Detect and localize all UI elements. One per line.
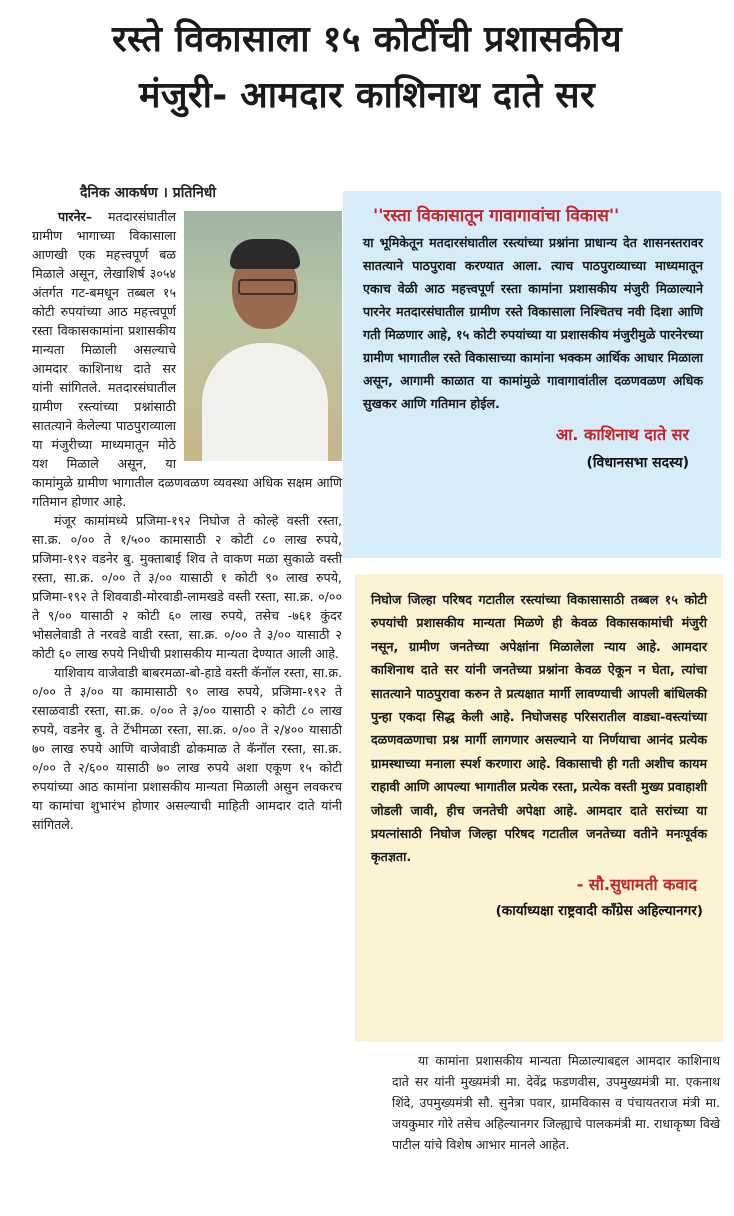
- statement-signature-role: (कार्याध्यक्षा राष्ट्रवादी काँग्रेस अहिल्यानगर): [495, 903, 703, 920]
- statement-body: निघोज जिल्हा परिषद गटातील रस्त्यांच्या विकासासाठी तब्बल १५ कोटी रुपयांची प्रशासकीय मान्यता मिळणे ही केवळ विकासकामांची मंजुरी नसून, ग्रामीण जनतेच्या अपेक्षांना मिळालेला न्याय आहे. आमदार काशिनाथ दाते सर यांनी जनतेच्या प्रश्नांना केवळ ऐकून न घेता, त्यांचा सातत्याने पाठपुरावा करुन ते प्रत्यक्षात मार्गी लावण्याची आपली बांधिलकी पुन्हा एकदा सिद्ध केली आहे. निघोजसह परिसरातील वाड्या-वस्त्यांच्या दळणवळणाचा प्रश्न मार्गी लागणार असल्याने या निर्णयाचा आनंद प्रत्येक ग्रामस्थाच्या मनाला स्पर्श करणारा आहे. विकासाची ही गती अशीच कायम राहावी आणि आपल्या भागातील प्रत्येक रस्ता, प्रत्येक वस्ती मुख्य प्रवाहाशी जोडली जावी, हीच जनतेची अपेक्षा आहे. आमदार दाते सरांच्या या प्रयत्नांसाठी निघोज जिल्हा परिषद गटातील जनतेच्या वतीने मनःपूर्वक कृतज्ञता.: [371, 592, 707, 865]
- quote-box-kawad: [355, 574, 723, 1042]
- headline-line-1: रस्ते विकासाला १५ कोटींची प्रशासकीय: [112, 19, 622, 60]
- left-column: [32, 207, 342, 834]
- quote-box-mla: [343, 191, 721, 558]
- article-paragraph-3: याशिवाय वाजेवाडी बाबरमळा-बो-हाडे वस्ती कॅनॉल रस्ता, सा.क्र. ०/०० ते ३/०० या कामासाठी ९० लाख रुपये, प्रजिमा-१९२ ते रसाळवाडी रस्ता, सा.क्र. ०/०० ते ३/०० यासाठी २ कोटी ८० लाख रुपये, वडनेर बु. ते टेंभीमळा रस्ता, सा.क्र. ०/०० ते २/४०० यासाठी ७० लाख रुपये आणि वाजेवाडी ढोकमाळ ते कॅनॉल रस्ता, सा.क्र. ०/०० ते २/६०० यासाठी ७० लाख रुपये अशा एकूण १५ कोटी रुपयांच्या आठ कामांना प्रशासकीय मान्यता मिळाली असुन लवकरच या कामांचा शुभारंभ होणार असल्याची माहिती आमदार दाते यांनी सांगितले.: [32, 665, 342, 832]
- photo-hair: [230, 239, 300, 269]
- headline-line-2: मंजुरी- आमदार काशिनाथ दाते सर: [139, 75, 595, 116]
- thanks-text: या कामांना प्रशासकीय मान्यता मिळाल्याबद्दल आमदार काशिनाथ दाते सर यांनी मुख्यमंत्री मा. देवेंद्र फडणवीस, उपमुख्यमंत्री मा. एकनाथ शिंदे, उपमुख्यमंत्री सौ. सुनेत्रा पवार, ग्रामविकास व पंचायतराज मंत्री मा. जयकुमार गोरे तसेच अहिल्यानगर जिल्ह्याचे पालकमंत्री मा. राधाकृष्ण विखे पाटील यांचे विशेष आभार मानले आहेत.: [392, 1053, 720, 1152]
- headline: [20, 12, 714, 124]
- byline: दैनिक आकर्षण । प्रतिनिधी: [80, 185, 216, 201]
- quote-signature: आ. काशिनाथ दाते सर: [556, 425, 689, 444]
- thanks-paragraph: [392, 1050, 720, 1155]
- quote-body: या भूमिकेतून मतदारसंघातील रस्त्यांच्या प्रश्नांना प्राधान्य देत शासनस्तरावर सातत्याने पाठपुरावा करण्यात आला. त्याच पाठपुराव्याच्या माध्यमातून एकाच वेळी आठ महत्त्वपूर्ण रस्ता कामांना प्रशासकीय मंजुरी मिळाल्याने पारनेर मतदारसंघातील ग्रामीण रस्ते विकासाला निश्चितच नवी दिशा आणि गती मिळणार आहे, १५ कोटी रुपयांच्या या प्रशासकीय मंजुरीमुळे पारनेरच्या ग्रामीण भागातील रस्ते विकासाच्या कामांना भक्कम आर्थिक आधार मिळाला असून, आगामी काळात या कामांमुळे गावागावांतील दळणवळण अधिक सुखकर आणि गतिमान होईल.: [363, 235, 703, 411]
- article-paragraph-2: मंजूर कामांमध्ये प्रजिमा-१९२ निघोज ते कोल्हे वस्ती रस्ता, सा.क्र. ०/०० ते १/५०० कामासाठी २ कोटी ८० लाख रुपये, प्रजिमा-१९२ वडनेर बु. मुक्ताबाई शिव ते वाकण मळा सुकाळे वस्ती रस्ता, सा.क्र. ०/०० ते ३/०० यासाठी १ कोटी ९० लाख रुपये, प्रजिमा-१९२ ते शिववाडी-मोरवाडी-लामखडे वस्ती रस्ता, सा.क्र. ०/०० ते ९/०० यासाठी २ कोटी ६० लाख रुपये, तसेच -७६१ कुंदर भोसलेवाडी ते नरवडे वाडी रस्ता, सा.क्र. ०/०० ते ३/०० यासाठी २ कोटी ६० लाख रुपये निधीची प्रशासकीय मान्यता देण्यात आली आहे.: [32, 513, 342, 661]
- quote-heading: ''रस्ता विकासातून गावागावांचा विकास'': [373, 206, 620, 226]
- photo-glasses: [238, 279, 296, 295]
- dateline-place: पारनेर–: [58, 209, 93, 224]
- quote-signature-role: (विधानसभा सदस्य): [586, 455, 689, 471]
- statement-signature: - सौ.सुधामती कवाद: [576, 874, 697, 894]
- article-paragraph-1-text: मतदारसंघातील ग्रामीण भागाच्या विकासाला आणखी एक महत्त्वपूर्ण बळ मिळाले असून, लेखाशिर्ष ३०५४ अंतर्गत गट-बमधून तब्बल १५ कोटी रुपयांच्या आठ महत्त्वपूर्ण रस्ता विकासकामांना प्रशासकीय मान्यता मिळाली असल्याचे आमदार काशिनाथ दाते सर यांनी सांगितले. मतदारसंघातील ग्रामीण रस्त्यांच्या प्रश्नांसाठी सातत्याने केलेल्या पाठपुराव्याला या मंजुरीच्या माध्यमातून मोठे यश मिळाले असून, या कामांमुळे ग्रामीण भागातील दळणवळण व्यवस्था अधिक सक्षम आणि गतिमान होणार आहे.: [32, 209, 342, 509]
- mla-photo: [184, 211, 342, 461]
- photo-shirt: [202, 343, 328, 461]
